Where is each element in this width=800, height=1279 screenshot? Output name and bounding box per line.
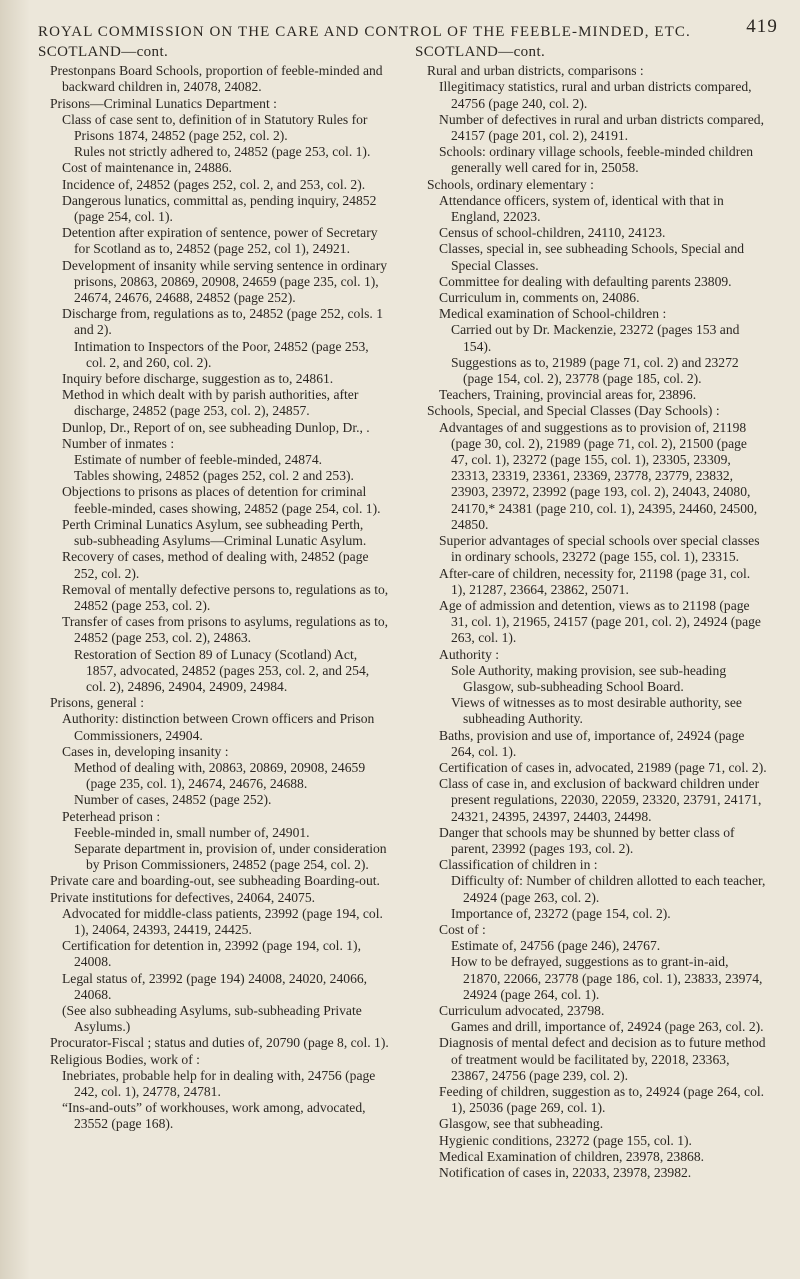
index-entry: Classes, special in, see subheading Schools, Special and Special Classes. xyxy=(439,241,745,273)
index-entry: Religious Bodies, work of : xyxy=(50,1051,200,1067)
index-entry: Inebriates, probable help for in dealing with, 24756 (page 242, col. 1), 24778, 24781. xyxy=(62,1067,376,1099)
left-column xyxy=(38,44,390,1133)
index-entry: (See also subheading Asylums, sub-subheading Private Asylums.) xyxy=(62,1002,362,1035)
index-entry: Age of admission and detention, views as to 21198 (page 31, col. 1), 21965, 24157 (page 201, col. 2), 24924 (page 263, col. 1). xyxy=(439,597,761,646)
index-entry: Number of defectives in rural and urban districts compared, 24157 (page 201, col. 2), 24191. xyxy=(439,111,765,144)
index-entry: Restoration of Section 89 of Lunacy (Scotland) Act, 1857, advocated, 24852 (pages 253, col. 2, and 254, col. 2), 24896, 24904, 24909, 24984. xyxy=(74,646,370,694)
index-entry: Census of school-children, 24110, 24123. xyxy=(439,225,666,241)
index-entry: Games and drill, importance of, 24924 (page 263, col. 2). xyxy=(451,1019,764,1035)
index-entry: Danger that schools may be shunned by better class of parent, 23992 (pages 193, col. 2). xyxy=(439,824,735,856)
index-entry: Prisons—Criminal Lunatics Department : xyxy=(50,95,277,111)
index-entry: Hygienic conditions, 23272 (page 155, col. 1). xyxy=(439,1132,692,1148)
index-entry: Intimation to Inspectors of the Poor, 24852 (page 253, col. 2, and 260, col. 2). xyxy=(74,338,369,370)
index-entry: Committee for dealing with defaulting parents 23809. xyxy=(439,273,732,289)
index-entry: Schools, ordinary elementary : xyxy=(427,176,594,192)
index-entry: Tables showing, 24852 (pages 252, col. 2 and 253). xyxy=(74,468,354,484)
index-entry: Schools, Special, and Special Classes (Day Schools) : xyxy=(427,403,720,419)
right-column xyxy=(415,44,767,1181)
index-entry: Classification of children in : xyxy=(439,857,598,873)
index-entry: Certification for detention in, 23992 (page 194, col. 1), 24008. xyxy=(62,938,361,970)
index-entry: Recovery of cases, method of dealing with, 24852 (page 252, col. 2). xyxy=(62,549,369,581)
index-entry: Glasgow, see that subheading. xyxy=(439,1116,604,1132)
left-entries xyxy=(38,63,390,1132)
index-entry: Dangerous lunatics, committal as, pending inquiry, 24852 (page 254, col. 1). xyxy=(62,192,377,225)
index-entry: Prestonpans Board Schools, proportion of feeble-minded and backward children in, 24078, 24082. xyxy=(50,63,383,95)
index-entry: Class of case sent to, definition of in Statutory Rules for Prisons 1874, 24852 (page 252, col. 2). xyxy=(62,111,368,144)
index-entry: Curriculum in, comments on, 24086. xyxy=(439,290,640,306)
index-entry: Feeble-minded in, small number of, 24901. xyxy=(74,824,310,840)
index-entry: Estimate of number of feeble-minded, 24874. xyxy=(74,452,323,468)
index-entry: Class of case in, and exclusion of backward children under present regulations, 22030, 22059, 23320, 23791, 24171, 24321, 24395, 24397, 24403, 24498. xyxy=(439,776,762,824)
left-column-heading: SCOTLAND—cont. xyxy=(38,44,169,60)
index-entry: Certification of cases in, advocated, 21989 (page 71, col. 2). xyxy=(439,759,767,775)
index-entry: Transfer of cases from prisons to asylums, regulations as to, 24852 (page 253, col. 2), 24863. xyxy=(62,614,389,646)
index-entry: Method of dealing with, 20863, 20869, 20908, 24659 (page 235, col. 1), 24674, 24676, 24688. xyxy=(74,759,366,792)
index-entry: Feeding of children, suggestion as to, 24924 (page 264, col. 1), 25036 (page 269, col. 1). xyxy=(439,1084,765,1116)
index-entry: Attendance officers, system of, identical with that in England, 22023. xyxy=(439,192,724,225)
index-entry: Dunlop, Dr., Report of on, see subheading Dunlop, Dr., . xyxy=(62,419,370,435)
page-number: 419 xyxy=(746,16,778,37)
index-entry: Prisons, general : xyxy=(50,695,145,711)
index-entry: Method in which dealt with by parish authorities, after discharge, 24852 (page 253, col. 2), 24857. xyxy=(62,387,359,419)
index-entry: Incidence of, 24852 (pages 252, col. 2, and 253, col. 2). xyxy=(62,176,366,192)
index-entry: Cost of : xyxy=(439,921,486,937)
index-entry: Private institutions for defectives, 24064, 24075. xyxy=(50,889,316,905)
running-head xyxy=(38,12,778,48)
index-entry: Discharge from, regulations as to, 24852 (page 252, cols. 1 and 2). xyxy=(62,306,384,338)
index-entry: Advocated for middle-class patients, 23992 (page 194, col. 1), 24064, 24393, 24419, 24425. xyxy=(62,905,383,937)
index-entry: “Ins-and-outs” of workhouses, work among, advocated, 23552 (page 168). xyxy=(62,1100,366,1132)
index-entry: Objections to prisons as places of detention for criminal feeble-minded, cases showing, 24852 (page 254, col. 1). xyxy=(62,484,381,516)
index-entry: Medical Examination of children, 23978, 23868. xyxy=(439,1148,705,1164)
index-entry: Peterhead prison : xyxy=(62,808,161,824)
index-entry: Views of witnesses as to most desirable authority, see subheading Authority. xyxy=(451,695,742,727)
index-entry: Diagnosis of mental defect and decision as to future method of treatment would be facilitated by, 22018, 23363, 23867, 24756 (page 239, col. 2). xyxy=(439,1035,766,1083)
index-entry: Importance of, 23272 (page 154, col. 2). xyxy=(451,905,671,921)
index-entry: Schools: ordinary village schools, feeble-minded children generally well cared for in, 25058. xyxy=(439,144,754,176)
index-entry: Removal of mentally defective persons to, regulations as to, 24852 (page 253, col. 2). xyxy=(62,581,389,613)
index-entry: Authority : xyxy=(439,646,500,662)
index-entry: Estimate of, 24756 (page 246), 24767. xyxy=(451,938,661,954)
index-entry: Teachers, Training, provincial areas for, 23896. xyxy=(439,387,697,403)
index-entry: Superior advantages of special schools over special classes in ordinary schools, 23272 (page 155, col. 1), 23315. xyxy=(439,533,760,565)
index-entry: Baths, provision and use of, importance of, 24924 (page 264, col. 1). xyxy=(439,727,745,759)
index-entry: Perth Criminal Lunatics Asylum, see subheading Perth, sub-subheading Asylums—Criminal Lunatic Asylum. xyxy=(62,516,367,549)
index-entry: How to be defrayed, suggestions as to grant-in-aid, 21870, 22066, 23778 (page 186, col. 1), 23833, 23974, 24924 (page 264, col. 1). xyxy=(451,954,763,1002)
index-entry: Curriculum advocated, 23798. xyxy=(439,1002,605,1018)
index-entry: Difficulty of: Number of children allotted to each teacher, 24924 (page 263, col. 2). xyxy=(451,873,766,905)
right-entries xyxy=(415,63,767,1181)
right-column-heading: SCOTLAND—cont. xyxy=(415,44,546,60)
index-entry: Sole Authority, making provision, see sub-heading Glasgow, sub-subheading School Board. xyxy=(451,662,727,694)
index-entry: Rules not strictly adhered to, 24852 (page 253, col. 1). xyxy=(74,144,371,160)
index-entry: Suggestions as to, 21989 (page 71, col. 2) and 23272 (page 154, col. 2), 23778 (page 185, col. 2). xyxy=(451,354,739,387)
index-entry: Advantages of and suggestions as to provision of, 21198 (page 30, col. 2), 21989 (page 71, col. 2), 21500 (page 47, col. 1), 23272 (page 155, col. 1), 23305, 23309, 23313, 23319, 23361, 23369, 23778, 23779, 23832, 23903, 23972, 23992 (page 193, col. 2), 24043, 24080, 24170,* 24381 (page 210, col. 1), 24395, 24460, 24500, 24850. xyxy=(439,419,758,532)
index-entry: Authority: distinction between Crown officers and Prison Commissioners, 24904. xyxy=(62,711,375,743)
index-entry: Number of cases, 24852 (page 252). xyxy=(74,792,272,808)
index-entry: After-care of children, necessity for, 21198 (page 31, col. 1), 21287, 23664, 23862, 25071. xyxy=(439,565,751,597)
page-edge-shadow xyxy=(0,0,30,1279)
index-entry: Carried out by Dr. Mackenzie, 23272 (pages 153 and 154). xyxy=(451,322,740,354)
index-entry: Procurator-Fiscal ; status and duties of, 20790 (page 8, col. 1). xyxy=(50,1035,389,1051)
index-entry: Development of insanity while serving sentence in ordinary prisons, 20863, 20869, 20908, 24659 (page 235, col. 1), 24674, 24676, 24688, 24852 (page 252). xyxy=(62,257,388,306)
running-title: ROYAL COMMISSION ON THE CARE AND CONTROL OF THE FEEBLE-MINDED, ETC. xyxy=(38,24,691,40)
index-entry: Legal status of, 23992 (page 194) 24008, 24020, 24066, 24068. xyxy=(62,970,368,1002)
index-entry: Detention after expiration of sentence, power of Secretary for Scotland as to, 24852 (page 252, col 1), 24921. xyxy=(62,225,378,257)
index-entry: Inquiry before discharge, suggestion as to, 24861. xyxy=(62,371,334,387)
index-entry: Notification of cases in, 22033, 23978, 23982. xyxy=(439,1165,692,1181)
index-entry: Number of inmates : xyxy=(62,435,175,451)
index-entry: Rural and urban districts, comparisons : xyxy=(427,63,644,79)
index-entry: Separate department in, provision of, under consideration by Prison Commissioners, 24852 (page 254, col. 2). xyxy=(74,840,387,873)
index-entry: Cost of maintenance in, 24886. xyxy=(62,160,232,176)
index-entry: Illegitimacy statistics, rural and urban districts compared, 24756 (page 240, col. 2). xyxy=(439,79,752,111)
index-entry: Cases in, developing insanity : xyxy=(62,743,229,759)
index-entry: Private care and boarding-out, see subheading Boarding-out. xyxy=(50,873,380,889)
index-entry: Medical examination of School-children : xyxy=(439,306,667,322)
